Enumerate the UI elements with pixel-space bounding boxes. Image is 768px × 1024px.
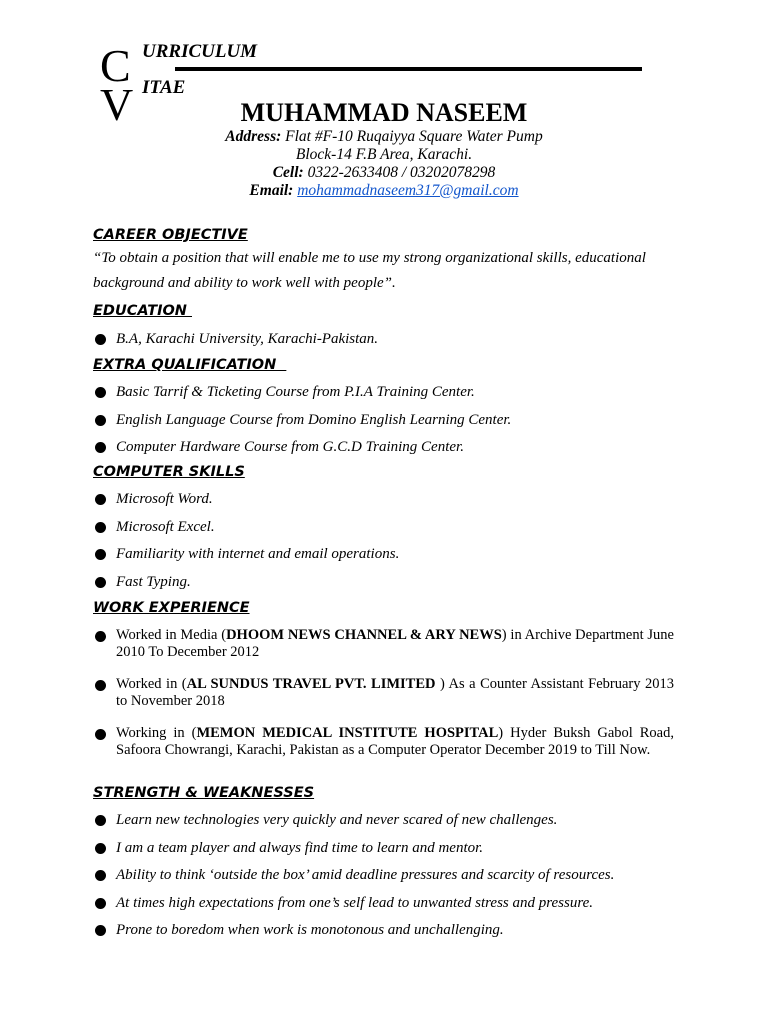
list-item: Familiarity with internet and email operations.	[93, 545, 683, 563]
bullet-icon	[95, 870, 106, 881]
extra-qualification-heading: EXTRA QUALIFICATION	[93, 357, 287, 373]
bullet-icon	[95, 898, 106, 909]
list-item: I am a team player and always find time to learn and mentor.	[93, 839, 683, 857]
career-section	[93, 226, 683, 296]
strength-section	[93, 784, 683, 939]
list-item: Basic Tarrif & Ticketing Course from P.I.A Training Center.	[93, 383, 683, 401]
education-section	[93, 302, 683, 348]
list-item: B.A, Karachi University, Karachi-Pakistan.	[93, 330, 683, 348]
list-item: Microsoft Excel.	[93, 518, 683, 536]
strength-heading: STRENGTH & WEAKNESSES	[93, 785, 315, 801]
bullet-icon	[95, 549, 106, 560]
list-item: Fast Typing.	[93, 573, 683, 591]
address-value-2: Block-14 F.B Area, Karachi.	[295, 146, 473, 163]
email-line	[0, 182, 768, 200]
bullet-icon	[95, 631, 106, 642]
bullet-icon	[95, 334, 106, 345]
bullet-icon	[95, 522, 106, 533]
cell-value: 0322-2633408 / 03202078298	[307, 164, 496, 181]
bullet-icon	[95, 577, 106, 588]
computer-skills-section	[93, 463, 683, 591]
address-label: Address:	[225, 128, 282, 145]
extra-qualification-section	[93, 356, 683, 456]
bullet-icon	[95, 680, 106, 691]
list-item: Prone to boredom when work is monotonous and unchallenging.	[93, 921, 683, 939]
logo-word-vitae: ITAE	[142, 77, 186, 98]
list-item: Worked in (AL SUNDUS TRAVEL PVT. LIMITED ) As a Counter Assistant February 2013 to November 2018	[93, 676, 674, 709]
bullet-icon	[95, 729, 106, 740]
candidate-name: MUHAMMAD NASEEM	[240, 98, 528, 127]
logo-rule	[175, 67, 642, 71]
career-objective-text: “To obtain a position that will enable me to use my strong organizational skills, educational background and ability to work well with people”.	[93, 250, 646, 291]
email-link[interactable]: mohammadnaseem317@gmail.com	[297, 182, 519, 199]
bullet-icon	[95, 925, 106, 936]
bullet-icon	[95, 843, 106, 854]
list-item: Ability to think ‘outside the box’ amid deadline pressures and scarcity of resources.	[93, 866, 683, 884]
address-value-1: Flat #F-10 Ruqaiyya Square Water Pump	[285, 128, 543, 145]
education-heading: EDUCATION	[93, 303, 192, 319]
bullet-icon	[95, 494, 106, 505]
career-heading: CAREER OBJECTIVE	[93, 227, 248, 243]
list-item: Working in (MEMON MEDICAL INSTITUTE HOSPITAL) Hyder Buksh Gabol Road, Safoora Chowrangi, Karachi, Pakistan as a Computer Operator December 2019 to Till Now.	[93, 725, 674, 758]
bullet-icon	[95, 442, 106, 453]
work-experience-section	[93, 599, 683, 758]
cell-label: Cell:	[272, 164, 304, 181]
bullet-icon	[95, 387, 106, 398]
logo-letter-v: V	[100, 79, 134, 130]
logo-word-curriculum: URRICULUM	[142, 41, 258, 62]
logo-letter-c: C	[100, 40, 131, 91]
email-label: Email:	[249, 182, 294, 199]
address-line-1	[0, 128, 768, 146]
list-item: Microsoft Word.	[93, 490, 683, 508]
list-item: Computer Hardware Course from G.C.D Training Center.	[93, 438, 683, 456]
bullet-icon	[95, 815, 106, 826]
address-line-2	[0, 146, 768, 164]
list-item: Learn new technologies very quickly and never scared of new challenges.	[93, 811, 683, 829]
list-item: At times high expectations from one’s self lead to unwanted stress and pressure.	[93, 894, 683, 912]
list-item: English Language Course from Domino English Learning Center.	[93, 411, 683, 429]
cell-line	[0, 164, 768, 182]
computer-skills-heading: COMPUTER SKILLS	[93, 464, 245, 480]
work-experience-heading: WORK EXPERIENCE	[93, 600, 250, 616]
bullet-icon	[95, 415, 106, 426]
list-item: Worked in Media (DHOOM NEWS CHANNEL & ARY NEWS) in Archive Department June 2010 To December 2012	[93, 627, 674, 660]
